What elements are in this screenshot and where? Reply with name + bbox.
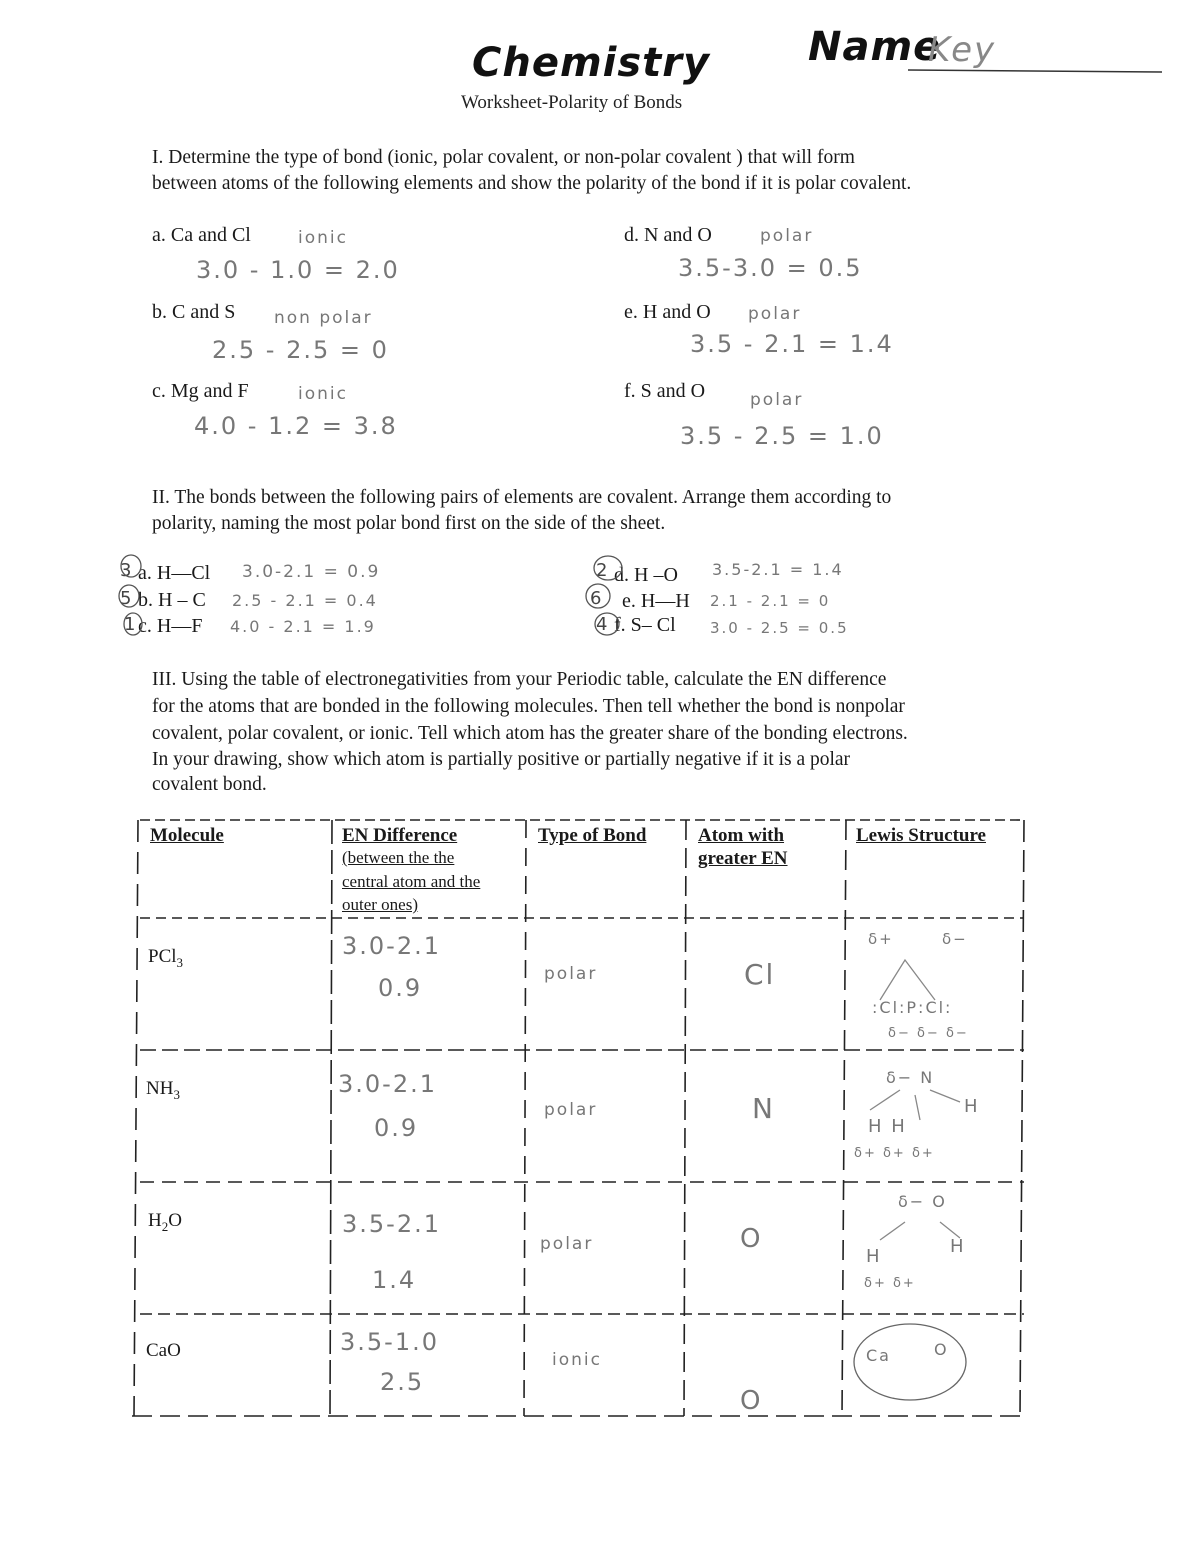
rank-circle-f	[595, 613, 619, 635]
pcl3-lewis-d: δ− δ− δ−	[888, 1026, 969, 1041]
nh3-en-calc: 3.0-2.1	[338, 1070, 437, 1098]
bond-a-calc: 3.0-2.1 = 0.9	[242, 562, 381, 582]
item-f-label: f. S and O	[624, 380, 706, 402]
rank-circle-b	[119, 585, 139, 607]
rank-f: 4	[596, 614, 608, 635]
item-a-answer: ionic	[298, 228, 348, 248]
nh3-greater-atom: N	[752, 1092, 775, 1125]
table-row-h2o-molecule	[148, 1210, 182, 1235]
nh3-bond-type: polar	[544, 1100, 598, 1120]
nh3-lewis-a: δ− N	[886, 1068, 935, 1087]
nh3-lewis-d: δ+ δ+ δ+	[854, 1146, 935, 1161]
item-d-answer: polar	[760, 226, 814, 246]
item-e-calc: 3.5 - 2.1 = 1.4	[690, 330, 894, 358]
bond-b-calc: 2.5 - 2.1 = 0.4	[232, 591, 378, 610]
header-molecule: Molecule	[150, 825, 224, 846]
h2o-lewis-c: H	[866, 1246, 882, 1267]
item-a-calc: 3.0 - 1.0 = 2.0	[196, 256, 400, 284]
section1-instructions-line1: I. Determine the type of bond (ionic, polar covalent, or non-polar covalent ) that will form	[152, 147, 855, 168]
cao-bond-type: ionic	[552, 1350, 602, 1370]
bond-b-label: b. H – C	[138, 589, 206, 611]
h2o-greater-atom: O	[740, 1224, 763, 1254]
h2o-lewis-a: δ− O	[898, 1192, 947, 1211]
bond-c-label: c. H—F	[138, 615, 203, 637]
worksheet-title: Worksheet-Polarity of Bonds	[461, 92, 683, 113]
pcl3-lewis-c: :Cl:P:Cl:	[872, 998, 953, 1017]
table-row-pcl3-molecule	[148, 946, 183, 971]
pcl3-en-calc: 3.0-2.1	[342, 932, 441, 960]
molecule-subscript: 3	[176, 954, 184, 970]
item-b-calc: 2.5 - 2.5 = 0	[212, 336, 389, 364]
item-d-label: d. N and O	[624, 224, 712, 246]
h2o-en-calc: 3.5-2.1	[342, 1210, 441, 1238]
item-c-answer: ionic	[298, 384, 348, 404]
rank-e: 6	[590, 588, 602, 609]
bond-e-label: e. H—H	[622, 590, 690, 612]
header-en-difference: EN Difference	[342, 825, 458, 846]
h2o-lewis-d: δ+ δ+	[864, 1276, 916, 1291]
molecule-subscript: 2	[161, 1218, 169, 1234]
rank-c: 1	[124, 614, 136, 635]
pcl3-bond-type: polar	[544, 964, 598, 984]
section3-line4: In your drawing, show which atom is partially positive or partially negative if it is a polar	[152, 749, 851, 770]
molecule-tail: O	[168, 1210, 182, 1231]
rank-circle-d	[594, 556, 622, 580]
bond-c-calc: 4.0 - 2.1 = 1.9	[230, 617, 376, 636]
bond-d-label: d. H –O	[614, 564, 678, 586]
subject-title: Chemistry	[472, 40, 711, 86]
header-en-sub2: central atom and the	[342, 872, 481, 891]
rank-circle-e	[586, 584, 610, 608]
pcl3-bonds	[880, 960, 935, 1000]
cao-en-result: 2.5	[380, 1368, 425, 1396]
item-d-calc: 3.5-3.0 = 0.5	[678, 254, 863, 282]
section3-line2: for the atoms that are bonded in the following molecules. Then tell whether the bond is nonpolar	[152, 696, 905, 717]
section3-line5: covalent bond.	[152, 774, 267, 795]
header-atom-line2: greater EN	[698, 848, 788, 869]
cao-lewis-a: Ca	[866, 1346, 891, 1365]
nh3-lewis-c: H H	[868, 1116, 907, 1137]
cao-greater-atom: O	[740, 1386, 763, 1416]
item-b-label: b. C and S	[152, 301, 236, 323]
bond-a-label: a. H—Cl	[138, 562, 211, 584]
h2o-en-result: 1.4	[372, 1266, 417, 1294]
pcl3-en-result: 0.9	[378, 974, 423, 1002]
pcl3-greater-atom: Cl	[744, 958, 776, 991]
header-type-of-bond: Type of Bond	[538, 825, 647, 846]
section1-instructions-line2: between atoms of the following elements and show the polarity of the bond if it is polar covalent.	[152, 173, 912, 194]
item-f-answer: polar	[750, 390, 804, 410]
pcl3-lewis-a: δ+	[868, 930, 894, 948]
nh3-lewis-b: H	[964, 1096, 980, 1117]
rank-d: 2	[596, 560, 608, 581]
cao-lewis-b: O	[934, 1340, 949, 1359]
molecule-base: PCl	[148, 946, 177, 967]
h2o-lewis-b: H	[950, 1236, 966, 1257]
bond-f-calc: 3.0 - 2.5 = 0.5	[710, 619, 849, 637]
molecule-subscript: 3	[173, 1086, 180, 1102]
bond-d-calc: 3.5-2.1 = 1.4	[712, 560, 844, 579]
item-b-answer: non polar	[274, 308, 373, 328]
h2o-bond-type: polar	[540, 1234, 594, 1254]
rank-a: 3	[120, 560, 132, 581]
section3-line1: III. Using the table of electronegativities from your Periodic table, calculate the EN difference	[152, 669, 887, 690]
item-a-label: a. Ca and Cl	[152, 224, 251, 246]
item-c-calc: 4.0 - 1.2 = 3.8	[194, 412, 398, 440]
name-underline	[908, 70, 1162, 72]
name-label: Name	[808, 24, 942, 70]
header-en-sub1: (between the the	[342, 848, 455, 867]
molecule-base: CaO	[146, 1340, 181, 1361]
section3-line3: covalent, polar covalent, or ionic. Tell which atom has the greater share of the bonding electrons.	[152, 723, 908, 744]
molecule-base: H	[148, 1210, 162, 1231]
cao-en-calc: 3.5-1.0	[340, 1328, 439, 1356]
nh3-en-result: 0.9	[374, 1114, 419, 1142]
pcl3-lewis-b: δ−	[942, 930, 968, 948]
header-en-sub3: outer ones)	[342, 895, 419, 914]
bond-f-label: f. S– Cl	[614, 614, 676, 636]
item-f-calc: 3.5 - 2.5 = 1.0	[680, 422, 884, 450]
item-c-label: c. Mg and F	[152, 380, 249, 402]
header-atom-line1: Atom with	[698, 825, 785, 846]
section2-instructions-line2: polarity, naming the most polar bond first on the side of the sheet.	[152, 513, 666, 534]
item-e-label: e. H and O	[624, 301, 711, 323]
name-value: Key	[928, 30, 997, 70]
bond-e-calc: 2.1 - 2.1 = 0	[710, 592, 831, 610]
rank-b: 5	[120, 588, 132, 609]
table-row-cao-molecule	[146, 1340, 181, 1365]
rank-circle-a	[121, 555, 141, 577]
header-lewis-structure: Lewis Structure	[856, 825, 986, 846]
h2o-bonds	[880, 1222, 960, 1240]
section2-instructions-line1: II. The bonds between the following pairs of elements are covalent. Arrange them according to	[152, 487, 892, 508]
molecule-base: NH	[146, 1078, 174, 1099]
rank-circle-c	[124, 613, 142, 635]
item-e-answer: polar	[748, 304, 802, 324]
table-row-nh3-molecule	[146, 1078, 180, 1103]
